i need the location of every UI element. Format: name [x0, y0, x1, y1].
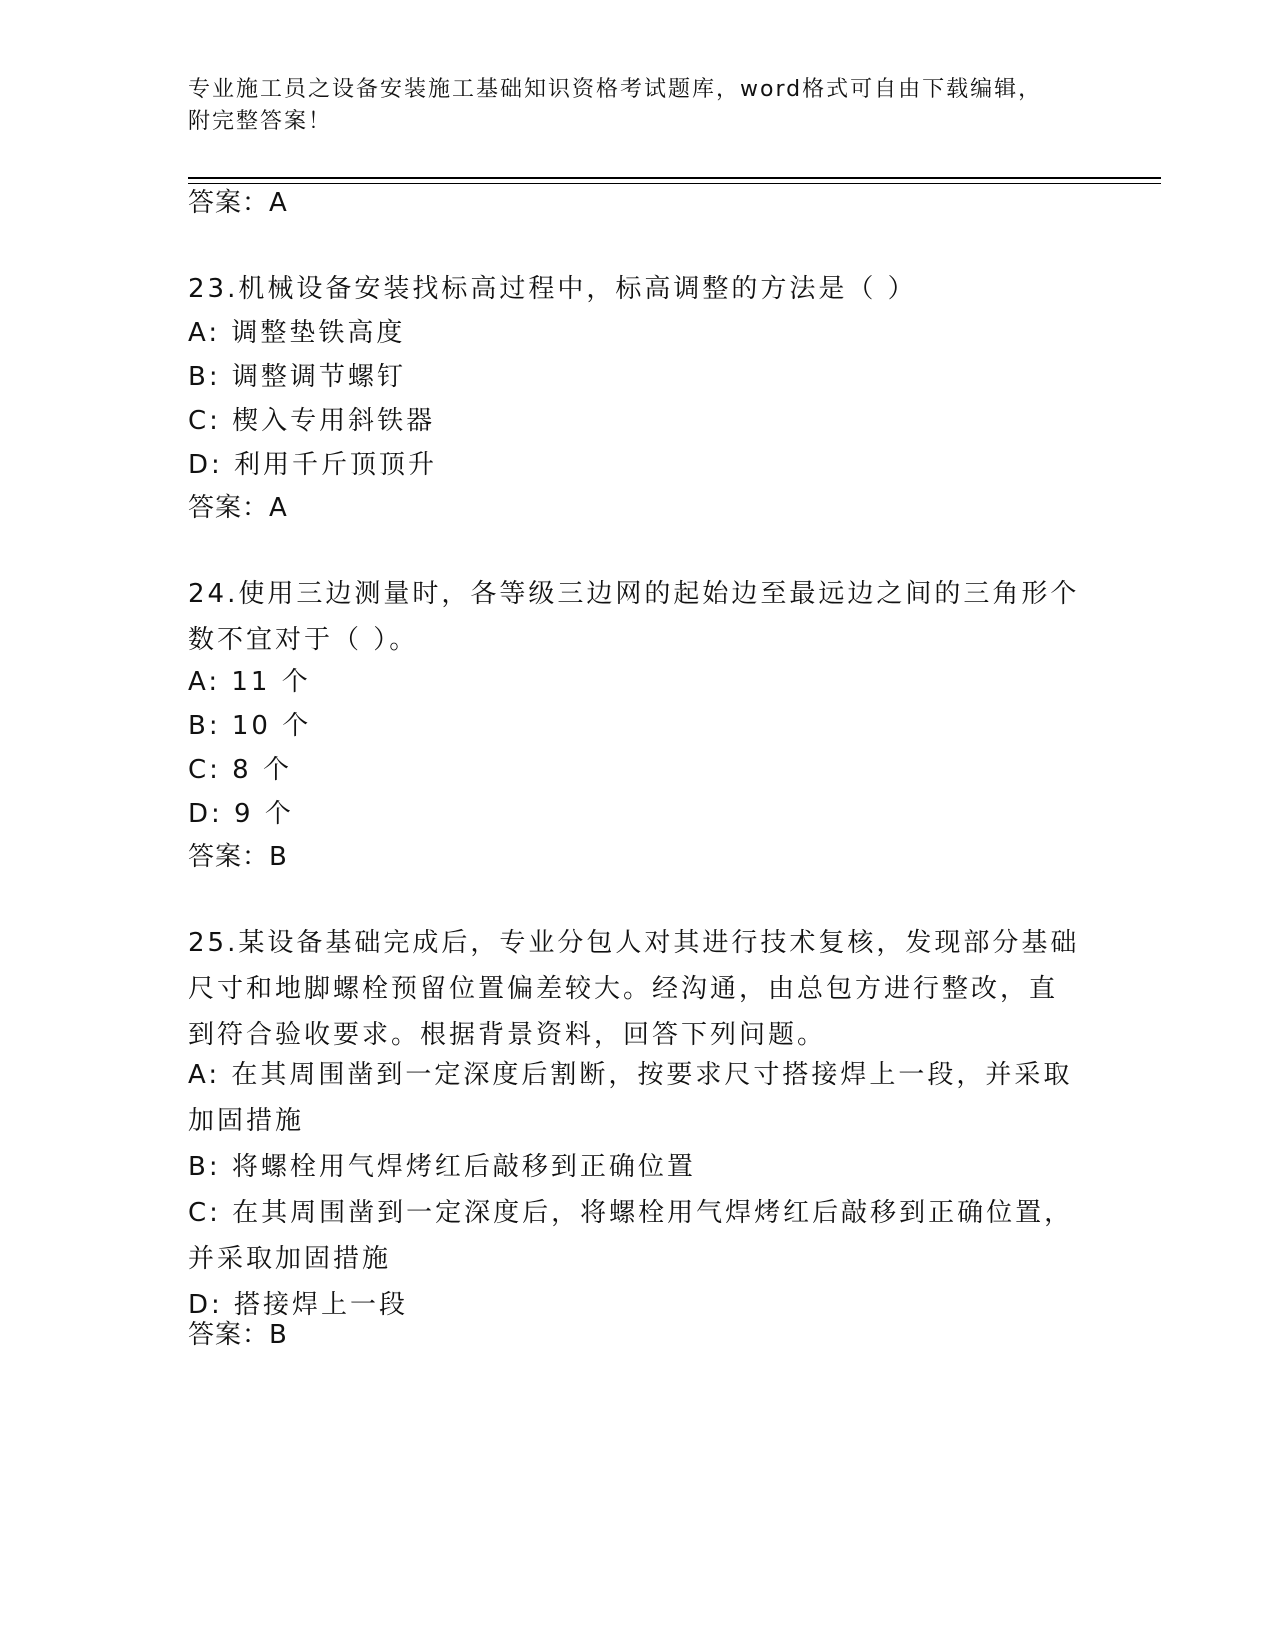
- question-25-options: [188, 1052, 1088, 1328]
- header-line-1: 专业施工员之设备安装施工基础知识资格考试题库，word格式可自由下载编辑，: [188, 77, 1043, 102]
- question-25-option-c-line-2: 并采取加固措施: [188, 1244, 392, 1274]
- question-24-stem-line-2: 数不宜对于（ ）。: [188, 625, 419, 655]
- question-25-option-a-line-2: 加固措施: [188, 1106, 305, 1136]
- question-23-answer: 答案：A: [188, 493, 288, 523]
- question-24-option-d: D: 9 个: [188, 799, 294, 829]
- question-24-options: [188, 659, 1088, 837]
- question-23-stem-line: 23.机械设备安装找标高过程中，标高调整的方法是（ ）: [188, 274, 917, 304]
- question-23-options: [188, 310, 1088, 488]
- question-25-option-a-line-1: A: 在其周围凿到一定深度后割断，按要求尺寸搭接焊上一段，并采取: [188, 1060, 1073, 1090]
- question-24-stem: [188, 571, 1088, 663]
- question-23-option-b: B: 调整调节螺钉: [188, 362, 406, 392]
- question-23-option-a: A: 调整垫铁高度: [188, 318, 406, 348]
- question-24-stem-line-1: 24.使用三边测量时，各等级三边网的起始边至最远边之间的三角形个: [188, 579, 1080, 609]
- answer-previous: 答案：A: [188, 188, 288, 218]
- question-25-option-b: B: 将螺栓用气焊烤红后敲移到正确位置: [188, 1152, 696, 1182]
- header-line-2: 附完整答案！: [188, 109, 333, 134]
- question-24-option-a: A: 11 个: [188, 667, 311, 697]
- question-24-answer: 答案：B: [188, 842, 288, 872]
- question-25-stem: [188, 920, 1088, 1058]
- header-divider-thin: [188, 183, 1161, 184]
- question-25-option-d: D: 搭接焊上一段: [188, 1290, 409, 1320]
- question-25-stem-line-1: 25.某设备基础完成后，专业分包人对其进行技术复核，发现部分基础: [188, 928, 1080, 958]
- question-24-option-b: B: 10 个: [188, 711, 312, 741]
- header-divider-thick: [188, 177, 1161, 179]
- question-23-option-c: C: 楔入专用斜铁器: [188, 406, 436, 436]
- question-24-option-c: C: 8 个: [188, 755, 292, 785]
- question-23-option-d: D: 利用千斤顶顶升: [188, 450, 438, 480]
- question-23-stem: [188, 266, 1088, 312]
- question-25-stem-line-3: 到符合验收要求。根据背景资料，回答下列问题。: [188, 1020, 827, 1050]
- question-25-answer: 答案：B: [188, 1320, 288, 1350]
- question-25-stem-line-2: 尺寸和地脚螺栓预留位置偏差较大。经沟通，由总包方进行整改，直: [188, 974, 1059, 1004]
- document-header: [188, 74, 1088, 138]
- question-25-option-c-line-1: C: 在其周围凿到一定深度后，将螺栓用气焊烤红后敲移到正确位置，: [188, 1198, 1074, 1228]
